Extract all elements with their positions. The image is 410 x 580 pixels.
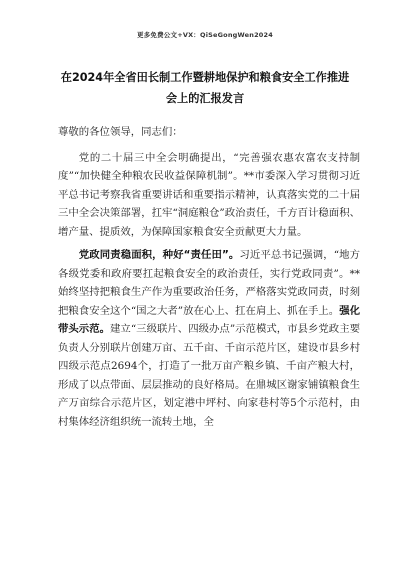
paragraph-2 — [58, 246, 360, 431]
document-body — [58, 123, 360, 436]
paragraph-1: 党的二十届三中全会明确提出，“完善强农惠农富农支持制度”“加快健全种粮农民收益保障机制”。**市委深入学习贯彻习近平总书记考察我省重要讲话和重要指示精神，认真落实党的二十届三中全会决策部署，扛牢“洞庭粮仓”政治责任，千方百计稳面积、增产量、提质效，为保障国家粮食安全贡献更大力量。 — [58, 151, 360, 238]
document-title: 在2024年全省田长制工作暨耕地保护和粮食安全工作推进会上的汇报发言 — [60, 71, 350, 105]
section-heading: 党政同责稳面积，种好“责任田”。 — [78, 249, 240, 261]
paragraph-2-text-b: 建立“三级联片、四级办点”示范模式，市县乡党政主要负责人分别联片创建万亩、五千亩、千亩示范片区，建设市县乡村四级示范点2694个，打造了一批万亩产粮乡镇、千亩产粮大村，形成了以点带面、层层推动的良好格局。在鼎城区谢家铺镇粮食生产万亩综合示范片区，划定港中坪村、向家巷村等5个示范村，由村集体经济组织统一流转土地，全 — [58, 323, 360, 428]
sub-heading: 强化带头示范。 — [58, 304, 360, 335]
salutation: 尊敬的各位领导，同志们： — [58, 126, 183, 138]
header-note: 更多免费公文+VX：QiSeGongWen2024 — [137, 31, 273, 39]
paragraph-2-text-a: 习近平总书记强调，“地方各级党委和政府要扛起粮食安全的政治责任，实行党政同责”。**始终坚持把粮食生产作为重要政治任务，严格落实党政同责，时刻把粮食安全这个“国之大者”放在心上、扛在肩上、抓在手上。 — [58, 249, 360, 317]
